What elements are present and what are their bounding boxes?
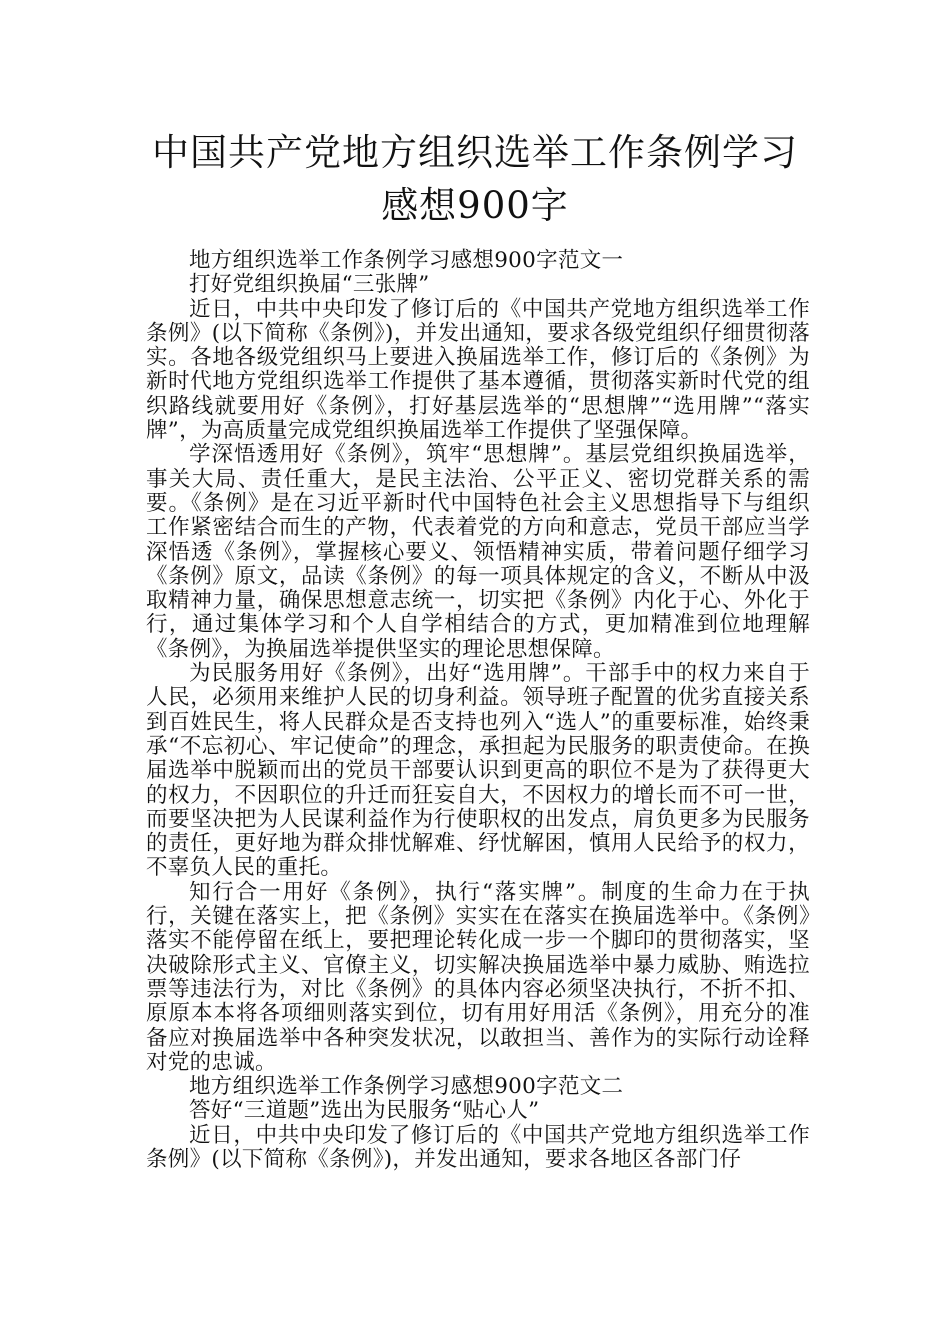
- body-paragraph: 为民服务用好《条例》，出好“选用牌”。干部手中的权力来自于人民，必须用来维护人民的切身利益。领导班子配置的优劣直接关系到百姓民生，将人民群众是否支持也列入“选人”的重要标准，始终秉承“不忘初心、牢记使命”的理念，承担起为民服务的职责使命。在换届选举中脱颖而出的党员干部要认识到更高的职位不是为了获得更大的权力，不因职位的升迁而狂妄自大，不因权力的增长而不可一世，而要坚决把为人民谋利益作为行使职权的出发点，肩负更多为民服务的责任，更好地为群众排忧解难、纾忧解困，慎用人民给予的权力，不辜负人民的重托。: [146, 661, 810, 881]
- body-paragraph: 近日，中共中央印发了修订后的《中国共产党地方组织选举工作条例》(以下简称《条例》)，并发出通知，要求各地区各部门仔: [146, 1122, 810, 1172]
- sample-heading-1: 地方组织选举工作条例学习感想900字范文一: [189, 248, 624, 273]
- section-heading-2: 答好“三道题”选出为民服务“贴心人”: [189, 1098, 540, 1124]
- document-body: [146, 249, 810, 1172]
- body-paragraph: 近日，中共中央印发了修订后的《中国共产党地方组织选举工作条例》(以下简称《条例》)，并发出通知，要求各级党组织仔细贯彻落实。各地各级党组织马上要进入换届选举工作，修订后的《条例》为新时代地方党组织选举工作提供了基本遵循，贯彻落实新时代党的组织路线就要用好《条例》，打好基层选举的“思想牌”“选用牌”“落实牌”，为高质量完成党组织换届选举工作提供了坚强保障。: [146, 296, 810, 444]
- document-title: 中国共产党地方组织选举工作条例学习感想900字: [152, 131, 798, 227]
- body-paragraph: 学深悟透用好《条例》，筑牢“思想牌”。基层党组织换届选举，事关大局、责任重大，是民主法治、公平正义、密切党群关系的需要。《条例》是在习近平新时代中国特色社会主义思想指导下与组织工作紧密结合而生的产物，代表着党的方向和意志，党员干部应当学深悟透《条例》，掌握核心要义、领悟精神实质，带着问题仔细学习《条例》原文，品读《条例》的每一项具体规定的含义，不断从中汲取精神力量，确保思想意志统一，切实把《条例》内化于心、外化于行，通过集体学习和个人自学相结合的方式，更加精准到位地理解《条例》，为换届选举提供坚实的理论思想保障。: [146, 442, 810, 662]
- body-paragraph: 知行合一用好《条例》，执行“落实牌”。制度的生命力在于执行，关键在落实上，把《条例》实实在在落实在换届选举中。《条例》落实不能停留在纸上，要把理论转化成一步一个脚印的贯彻落实，坚决破除形式主义、官僚主义，切实解决换届选举中暴力威胁、贿选拉票等违法行为，对比《条例》的具体内容必须坚决执行，不折不扣、原原本本将各项细则落实到位，切有用好用活《条例》，用充分的准备应对换届选举中各种突发状况，以敢担当、善作为的实际行动诠释对党的忠诚。: [146, 879, 810, 1075]
- section-heading-1: 打好党组织换届“三张牌”: [189, 272, 430, 298]
- sample-heading-2: 地方组织选举工作条例学习感想900字范文二: [189, 1074, 624, 1100]
